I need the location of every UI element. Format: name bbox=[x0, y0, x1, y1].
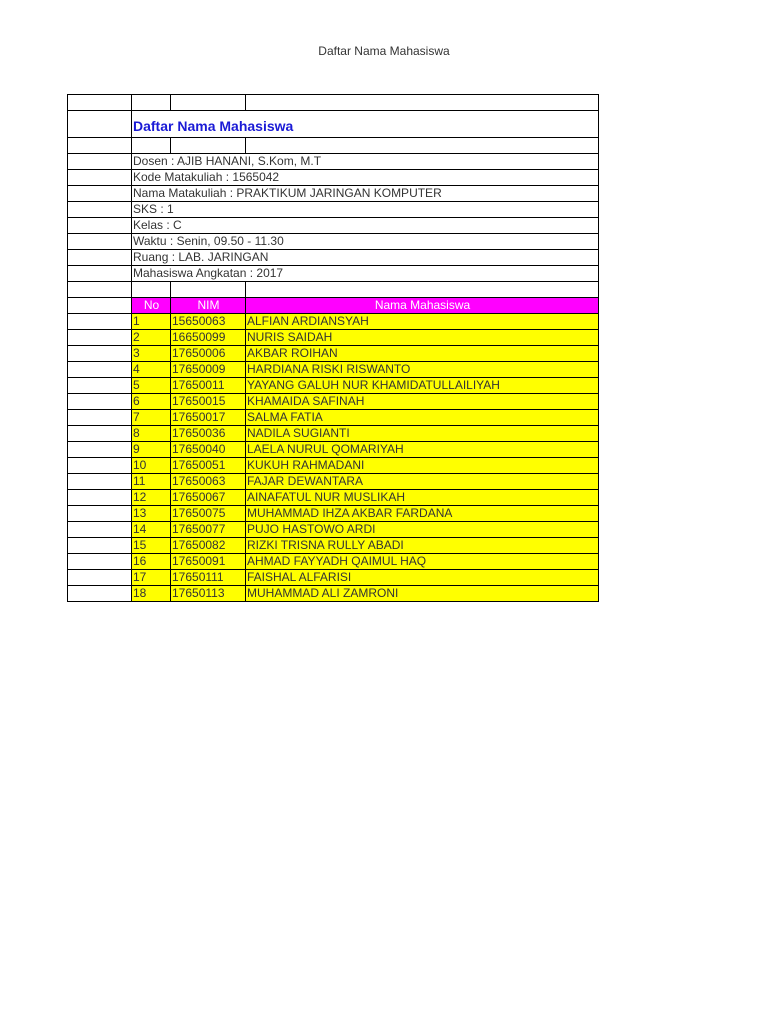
sheet-title: Daftar Nama Mahasiswa bbox=[133, 118, 294, 134]
cell-nama: YAYANG GALUH NUR KHAMIDATULLAILIYAH bbox=[246, 378, 599, 394]
cell-nama: MUHAMMAD ALI ZAMRONI bbox=[246, 586, 599, 602]
table-row bbox=[68, 522, 599, 538]
table-row bbox=[68, 442, 599, 458]
cell-no: 8 bbox=[132, 426, 171, 442]
table-row bbox=[68, 458, 599, 474]
cell-nim: 17650077 bbox=[171, 522, 246, 538]
table-row bbox=[68, 490, 599, 506]
row-blank-cell bbox=[68, 554, 132, 570]
header-nim: NIM bbox=[171, 298, 246, 314]
table-row bbox=[68, 538, 599, 554]
info-ruang: Ruang : LAB. JARINGAN bbox=[132, 250, 599, 266]
info-sks: SKS : 1 bbox=[132, 202, 599, 218]
cell-nama: PUJO HASTOWO ARDI bbox=[246, 522, 599, 538]
cell-nama: MUHAMMAD IHZA AKBAR FARDANA bbox=[246, 506, 599, 522]
table-row bbox=[68, 314, 599, 330]
cell-nim: 17650075 bbox=[171, 506, 246, 522]
table-row bbox=[68, 378, 599, 394]
row-blank-cell bbox=[68, 538, 132, 554]
cell-no: 18 bbox=[132, 586, 171, 602]
page-header: Daftar Nama Mahasiswa bbox=[318, 44, 450, 58]
row-blank-cell bbox=[68, 330, 132, 346]
cell-no: 2 bbox=[132, 330, 171, 346]
info-row-waktu bbox=[68, 234, 599, 250]
row-blank-cell bbox=[68, 314, 132, 330]
table-row bbox=[68, 346, 599, 362]
cell-nim: 17650040 bbox=[171, 442, 246, 458]
row-blank-cell bbox=[68, 426, 132, 442]
cell-nim: 17650063 bbox=[171, 474, 246, 490]
row-blank-cell bbox=[68, 346, 132, 362]
info-row-sks bbox=[68, 202, 599, 218]
table-header-row bbox=[68, 298, 599, 314]
empty-row bbox=[68, 95, 599, 111]
table-row bbox=[68, 362, 599, 378]
cell-no: 9 bbox=[132, 442, 171, 458]
cell-nama: NURIS SAIDAH bbox=[246, 330, 599, 346]
table-row bbox=[68, 410, 599, 426]
cell-nim: 17650036 bbox=[171, 426, 246, 442]
info-nama-matakuliah: Nama Matakuliah : PRAKTIKUM JARINGAN KOMPUTER bbox=[132, 186, 599, 202]
cell-no: 13 bbox=[132, 506, 171, 522]
table-row bbox=[68, 474, 599, 490]
cell-nama: SALMA FATIA bbox=[246, 410, 599, 426]
student-list-table bbox=[67, 94, 599, 602]
info-kelas: Kelas : C bbox=[132, 218, 599, 234]
cell-nama: KUKUH RAHMADANI bbox=[246, 458, 599, 474]
cell-nama: ALFIAN ARDIANSYAH bbox=[246, 314, 599, 330]
cell-no: 10 bbox=[132, 458, 171, 474]
cell-no: 7 bbox=[132, 410, 171, 426]
cell-nim: 17650017 bbox=[171, 410, 246, 426]
row-blank-cell bbox=[68, 394, 132, 410]
cell-no: 17 bbox=[132, 570, 171, 586]
info-row-ruang bbox=[68, 250, 599, 266]
cell-nama: AKBAR ROIHAN bbox=[246, 346, 599, 362]
cell-nim: 17650011 bbox=[171, 378, 246, 394]
table-row bbox=[68, 570, 599, 586]
header-nama-mahasiswa: Nama Mahasiswa bbox=[246, 298, 599, 314]
row-blank-cell bbox=[68, 522, 132, 538]
header-no: No bbox=[132, 298, 171, 314]
cell-no: 4 bbox=[132, 362, 171, 378]
title-row bbox=[68, 111, 599, 138]
row-blank-cell bbox=[68, 586, 132, 602]
table-row bbox=[68, 586, 599, 602]
info-row-nama-matakuliah bbox=[68, 186, 599, 202]
cell-nim: 16650099 bbox=[171, 330, 246, 346]
row-blank-cell bbox=[68, 474, 132, 490]
cell-nama: KHAMAIDA SAFINAH bbox=[246, 394, 599, 410]
row-blank-cell bbox=[68, 442, 132, 458]
table-row bbox=[68, 330, 599, 346]
row-blank-cell bbox=[68, 362, 132, 378]
cell-nama: RIZKI TRISNA RULLY ABADI bbox=[246, 538, 599, 554]
cell-no: 6 bbox=[132, 394, 171, 410]
cell-no: 14 bbox=[132, 522, 171, 538]
empty-row bbox=[68, 282, 599, 298]
empty-row bbox=[68, 138, 599, 154]
row-blank-cell bbox=[68, 378, 132, 394]
info-row-dosen bbox=[68, 154, 599, 170]
cell-no: 1 bbox=[132, 314, 171, 330]
info-dosen: Dosen : AJIB HANANI, S.Kom, M.T bbox=[132, 154, 599, 170]
cell-no: 3 bbox=[132, 346, 171, 362]
cell-nim: 17650113 bbox=[171, 586, 246, 602]
cell-nim: 17650067 bbox=[171, 490, 246, 506]
row-blank-cell bbox=[68, 458, 132, 474]
info-row-angkatan bbox=[68, 266, 599, 282]
info-angkatan: Mahasiswa Angkatan : 2017 bbox=[132, 266, 599, 282]
cell-nim: 17650091 bbox=[171, 554, 246, 570]
info-kode-matakuliah: Kode Matakuliah : 1565042 bbox=[132, 170, 599, 186]
table-row bbox=[68, 426, 599, 442]
cell-nim: 17650051 bbox=[171, 458, 246, 474]
cell-no: 5 bbox=[132, 378, 171, 394]
cell-nim: 15650063 bbox=[171, 314, 246, 330]
cell-nama: FAISHAL ALFARISI bbox=[246, 570, 599, 586]
info-waktu: Waktu : Senin, 09.50 - 11.30 bbox=[132, 234, 599, 250]
cell-nama: AINAFATUL NUR MUSLIKAH bbox=[246, 490, 599, 506]
cell-nama: AHMAD FAYYADH QAIMUL HAQ bbox=[246, 554, 599, 570]
row-blank-cell bbox=[68, 410, 132, 426]
row-blank-cell bbox=[68, 490, 132, 506]
cell-no: 15 bbox=[132, 538, 171, 554]
cell-nim: 17650015 bbox=[171, 394, 246, 410]
cell-nim: 17650082 bbox=[171, 538, 246, 554]
table-row bbox=[68, 506, 599, 522]
table-row bbox=[68, 554, 599, 570]
cell-nama: FAJAR DEWANTARA bbox=[246, 474, 599, 490]
cell-nama: LAELA NURUL QOMARIYAH bbox=[246, 442, 599, 458]
info-row-kode bbox=[68, 170, 599, 186]
info-row-kelas bbox=[68, 218, 599, 234]
cell-nim: 17650006 bbox=[171, 346, 246, 362]
cell-no: 11 bbox=[132, 474, 171, 490]
cell-no: 12 bbox=[132, 490, 171, 506]
row-blank-cell bbox=[68, 506, 132, 522]
cell-nim: 17650009 bbox=[171, 362, 246, 378]
cell-nama: NADILA SUGIANTI bbox=[246, 426, 599, 442]
cell-no: 16 bbox=[132, 554, 171, 570]
row-blank-cell bbox=[68, 570, 132, 586]
cell-nama: HARDIANA RISKI RISWANTO bbox=[246, 362, 599, 378]
cell-nim: 17650111 bbox=[171, 570, 246, 586]
table-row bbox=[68, 394, 599, 410]
